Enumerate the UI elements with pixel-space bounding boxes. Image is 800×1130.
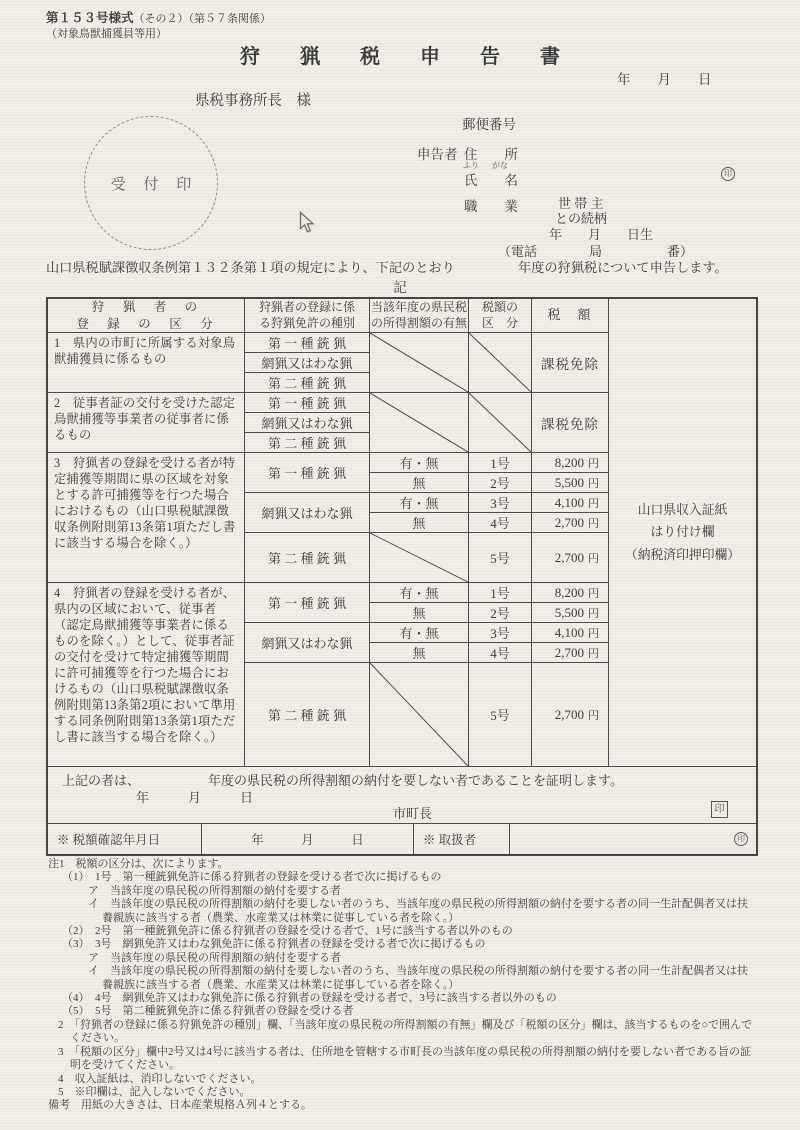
tax-class: 5号: [469, 533, 532, 583]
yen-unit: 円: [588, 607, 599, 620]
note-line: ア 当該年度の県民税の所得割額の納付を要する者: [88, 951, 341, 964]
note-line: （5） 5号 第二種銃猟免許に係る狩猟者の登録を受ける者: [62, 1005, 354, 1018]
diagonal-line: [370, 393, 468, 452]
form-target: （対象鳥獣捕獲員等用）: [46, 28, 167, 40]
tax-amount-value: 2,700: [554, 706, 584, 722]
license-type-first-gun: 第 一 種 銃 猟: [245, 453, 370, 493]
license-type-first-gun: 第 一 種 銃 猟: [245, 583, 370, 623]
tax-amount-value: 5,500: [554, 604, 584, 620]
form-number-rest: （その２）（第５７条関係）: [133, 13, 272, 25]
license-type-first-gun: 第 一 種 銃 猟: [245, 393, 370, 413]
note-line: イ 当該年度の県民税の所得割額の納付を要しない者のうち、当該年度の県民税の所得割額の納付を要する者の同一生計配偶者又は扶養親族に該当する者（農業、水産業又は林業に従事している者を除く。）: [88, 965, 748, 991]
handler-label: ※ 取扱者: [414, 824, 510, 854]
form-number: 第１５３号様式: [46, 11, 134, 25]
category-2: 2 従事者証の交付を受けた認定鳥獣捕獲等事業者の従事者に係るもの: [48, 393, 245, 453]
header-tax-amount: 税 額: [532, 299, 609, 333]
license-type-net-trap: 網猟又はわな猟: [245, 493, 370, 533]
category-4: 4 狩猟者の登録を受ける者が、県内の区域において、従事者（認定鳥獣捕獲等事業者に係るものを除く。）として、従事者証の交付を受けて特定捕獲等期間に許可捕獲等を行つた場合におけるもの（山口県税賦課徴収条例附則第13条第2項において準用する同条例附則第13条第1項ただし書に該当する場合を除く。）: [48, 583, 245, 767]
tax-class: 4号: [469, 513, 532, 533]
yen-unit: 円: [588, 647, 599, 660]
yen-unit: 円: [588, 587, 599, 600]
license-type-second-gun: 第 二 種 銃 猟: [245, 373, 370, 393]
yen-unit: 円: [588, 477, 599, 490]
levy-presence: 無: [370, 513, 469, 533]
diagonal-line: [370, 663, 468, 766]
note-line: （2） 2号 第一種銃猟免許に係る狩猟者の登録を受ける者で、1号に該当する者以外のもの: [62, 925, 513, 938]
phone-label: （電話 局 番）: [498, 244, 694, 259]
furigana-label-2: がな: [492, 161, 508, 170]
header-license-type-l1: 狩猟者の登録に係: [258, 299, 355, 314]
yen-unit: 円: [588, 457, 599, 470]
tax-amount: [532, 513, 609, 533]
diagonal-line: [370, 333, 468, 392]
diagonal-cell: [370, 533, 469, 583]
cert-statement: 年度の県民税の所得割額の納付を要しない者であることを証明します。: [208, 773, 623, 788]
cert-date: 年 月 日: [136, 790, 254, 805]
householder-label-2: との続柄: [555, 211, 608, 226]
header-tax-category-l1: 税額の: [481, 299, 518, 314]
revenue-stamp-area: [609, 299, 756, 767]
header-registration-category: [48, 299, 245, 333]
name-label: 氏 名: [464, 173, 518, 188]
header-license-type-l2: る狩猟免許の種別: [258, 315, 355, 330]
header-license-type: [245, 299, 370, 333]
page-title: 狩 猟 税 申 告 書: [240, 46, 570, 68]
addressee: 県税事務所長 様: [195, 93, 311, 109]
cert-subject: 上記の者は、: [62, 773, 141, 788]
revenue-stamp-area-l3: （納税済印押印欄）: [624, 547, 741, 562]
mouse-cursor-icon: [299, 211, 316, 234]
category-1: 1 県内の市町に所属する対象鳥獣捕獲員に係るもの: [48, 333, 245, 393]
license-type-second-gun: 第 二 種 銃 猟: [245, 433, 370, 453]
levy-presence: 無: [370, 643, 469, 663]
declaration-right: 年度の狩猟税について申告します。: [518, 260, 728, 275]
yen-unit: 円: [588, 627, 599, 640]
diagonal-line: [370, 533, 468, 582]
handler-seal-mark: 印: [734, 832, 748, 846]
tax-class: 4号: [469, 643, 532, 663]
tax-amount-value: 4,100: [554, 624, 584, 640]
levy-presence: 無: [370, 603, 469, 623]
header-income-levy-l2: の所得割額の有無: [370, 315, 467, 330]
declarant-label: 申告者: [417, 147, 458, 162]
note-line: イ 当該年度の県民税の所得割額の納付を要しない者のうち、当該年度の県民税の所得割額の納付を要する者の同一生計配偶者又は扶養親族に該当する者（農業、水産業又は林業に従事している者を除く。）: [88, 898, 748, 924]
license-type-second-gun: 第 二 種 銃 猟: [245, 533, 370, 583]
diagonal-cell: [370, 663, 469, 767]
tax-amount: [532, 493, 609, 513]
note-line: （1） 1号 第一種銃猟免許に係る狩猟者の登録を受ける者で次に掲げるもの: [62, 871, 442, 884]
confirm-date-value: 年 月 日: [202, 824, 414, 854]
note-line: 3 「税額の区分」欄中2号又は4号に該当する者は、住所地を管轄する市町長の当該年度の県民税の所得割額の納付を要しない者である旨の証明を受けてください。: [58, 1045, 751, 1072]
handler-seal-cell: [510, 824, 756, 854]
declaration-left: 山口県税賦課徴収条例第１３２条第１項の規定により、下記のとおり: [46, 260, 455, 275]
householder-label: 世 帯 主: [558, 196, 604, 211]
mayor-seal-mark: 印: [711, 801, 728, 818]
diagonal-cell: [469, 333, 532, 393]
tax-amount: [532, 473, 609, 493]
tax-class: 3号: [469, 493, 532, 513]
tax-table-main-grid: [48, 299, 756, 767]
header-registration-category-l1: 狩 猟 者 の: [91, 300, 201, 315]
tax-amount: [532, 453, 609, 473]
mayor-certification-row: [48, 767, 756, 824]
tax-amount: [532, 643, 609, 663]
tax-class: 2号: [469, 603, 532, 623]
revenue-stamp-area-l2: はり付け欄: [650, 525, 715, 540]
diagonal-cell: [370, 333, 469, 393]
note-line: 5 ※印欄は、記入しないでください。: [58, 1085, 251, 1098]
license-type-second-gun: 第 二 種 銃 猟: [245, 663, 370, 767]
levy-presence: 無: [370, 473, 469, 493]
confirm-date-label: ※ 税額確認年月日: [48, 824, 202, 854]
yen-unit: 円: [588, 709, 599, 722]
header-tax-category-l2: 区 分: [481, 315, 518, 330]
reception-stamp-label: 受 付 印: [110, 176, 199, 193]
tax-class: 3号: [469, 623, 532, 643]
yen-unit: 円: [588, 517, 599, 530]
header-income-levy-l1: 当該年度の県民税: [370, 299, 467, 314]
reception-stamp-circle: [84, 116, 218, 250]
tax-table: [46, 297, 758, 856]
tax-exempt-2: 課税免除: [532, 393, 609, 453]
license-type-net-trap: 網猟又はわな猟: [245, 623, 370, 663]
postal-label: 郵便番号: [462, 117, 516, 132]
tax-amount: [532, 583, 609, 603]
tax-class: 1号: [469, 453, 532, 473]
header-income-levy: [370, 299, 469, 333]
tax-amount-value: 2,700: [554, 514, 584, 530]
note-line: 2 「狩猟者の登録に係る狩猟免許の種別」欄、「当該年度の県民税の所得割額の有無」欄及び「税額の区分」欄は、該当するものを○で囲んでください。: [58, 1018, 753, 1045]
tax-class: 1号: [469, 583, 532, 603]
declaration-date-line: 年 月 日: [617, 72, 712, 87]
furigana-label-1: ふり: [463, 161, 479, 170]
diagonal-cell: [370, 393, 469, 453]
revenue-stamp-area-l1: 山口県収入証紙: [637, 502, 728, 517]
note-line: ア 当該年度の県民税の所得割額の納付を要する者: [88, 884, 341, 897]
mayor-label: 市町長: [393, 806, 433, 821]
tax-amount-value: 2,700: [554, 644, 584, 660]
note-line: （4） 4号 網猟免許又はわな猟免許に係る狩猟者の登録を受ける者で、3号に該当する者以外のもの: [62, 992, 557, 1005]
tax-amount-value: 2,700: [554, 549, 584, 565]
name-seal-mark: 印: [721, 167, 735, 181]
tax-class: 2号: [469, 473, 532, 493]
tax-exempt-1: 課税免除: [532, 333, 609, 393]
address-label: 住 所: [464, 147, 518, 162]
levy-presence: 有・無: [370, 623, 469, 643]
tax-class: 5号: [469, 663, 532, 767]
yen-unit: 円: [588, 552, 599, 565]
tax-amount: [532, 603, 609, 623]
levy-presence: 有・無: [370, 493, 469, 513]
tax-amount: [532, 533, 609, 583]
levy-presence: 有・無: [370, 453, 469, 473]
license-type-net-trap: 網猟又はわな猟: [245, 353, 370, 373]
yen-unit: 円: [588, 497, 599, 510]
tax-amount: [532, 663, 609, 767]
tax-amount-value: 5,500: [554, 474, 584, 490]
tax-amount-value: 8,200: [554, 584, 584, 600]
birthdate-label: 年 月 日生: [549, 227, 654, 242]
category-3: 3 狩猟者の登録を受ける者が特定捕獲等期間に県の区域を対象とする許可捕獲等を行つた場合におけるもの（山口県税賦課徴収条例附則第13条第1項ただし書に該当する場合を除く。）: [48, 453, 245, 583]
tax-amount-value: 4,100: [554, 494, 584, 510]
header-tax-category: [469, 299, 532, 333]
ki-heading: 記: [393, 280, 407, 295]
levy-presence: 有・無: [370, 583, 469, 603]
diagonal-line: [469, 333, 531, 392]
tax-confirmation-row: [48, 824, 756, 854]
license-type-net-trap: 網猟又はわな猟: [245, 413, 370, 433]
note-line: 備考 用紙の大きさは、日本産業規格Ａ列４とする。: [48, 1099, 312, 1112]
occupation-label: 職 業: [464, 199, 518, 214]
header-registration-category-l2: 登 録 の 区 分: [76, 316, 216, 331]
tax-amount-value: 8,200: [554, 454, 584, 470]
diagonal-line: [469, 393, 531, 452]
note-line: （3） 3号 網猟免許又はわな猟免許に係る狩猟者の登録を受ける者で次に掲げるもの: [62, 938, 486, 951]
notes-section: [46, 858, 758, 1113]
note-line: 注1 税額の区分は、次によります。: [48, 858, 229, 870]
note-line: 4 収入証紙は、消印しないでください。: [58, 1072, 262, 1085]
form-number-line: [46, 8, 271, 26]
diagonal-cell: [469, 393, 532, 453]
license-type-first-gun: 第 一 種 銃 猟: [245, 333, 370, 353]
tax-amount: [532, 623, 609, 643]
